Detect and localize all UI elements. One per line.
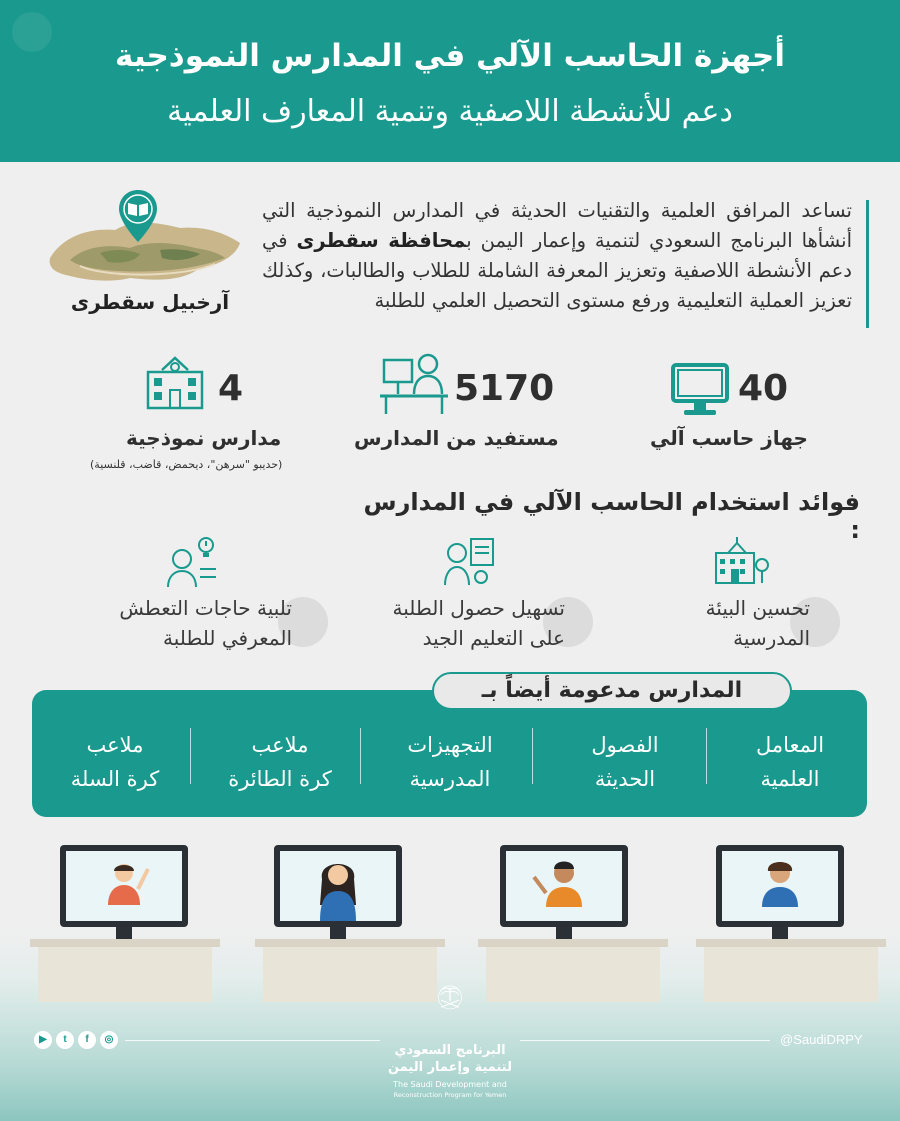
supported-item-basketball-line1: ملاعب [86,733,144,757]
intro-paragraph [262,196,852,316]
supported-item-labs-line1: المعامل [755,733,825,757]
book-icon [116,188,160,244]
stat-schools-sublabel: (حديبو "سرهن"، ديحمض، قاضب، قلنسية) [90,458,283,471]
benefit-1-line1: تحسين البيئة [705,596,810,620]
monitor-4 [696,845,886,1002]
benefit-1-line2: المدرسية [733,626,810,650]
benefit-knowledge-thirst [82,535,312,655]
saudi-emblem-icon [390,985,510,1045]
stat-computers-value: 40 [738,368,789,409]
supported-item-equipment [380,728,520,796]
supported-item-equipment-line1: التجهيزات [407,733,493,757]
page-title: أجهزة الحاسب الآلي في المدارس النموذجية [115,38,785,74]
supported-divider-1 [706,728,707,784]
org-name-ar-1: البرنامج السعودي [394,1043,506,1058]
benefit-3-line1: تلبية حاجات التعطش [119,596,292,620]
monitor-icon [670,362,730,418]
org-name-en-2: Reconstruction Program for Yemen [393,1091,507,1099]
benefit-2-line2: على التعليم الجيد [422,626,565,650]
school-environment-icon [710,535,770,587]
teacher-board-icon [437,535,497,587]
footer-line-left [125,1040,380,1041]
supported-item-volleyball [210,728,350,796]
benefit-3-line2: المعرفي للطلبة [163,626,292,650]
supported-title: المدارس مدعومة أيضاً بـ [432,672,792,710]
benefits-title: فوائد استخدام الحاسب الآلي في المدارس : [363,488,860,544]
stat-beneficiaries [350,350,570,460]
facebook-icon[interactable]: f [78,1031,96,1049]
stat-computers [640,350,840,460]
supported-item-equipment-line2: المدرسية [409,767,491,791]
supported-item-classrooms [555,728,695,796]
benefit-quality-education [355,535,585,655]
supported-item-volleyball-line2: كرة الطائرة [228,767,332,791]
supported-item-volleyball-line1: ملاعب [251,733,309,757]
stat-schools [90,350,320,475]
student-at-desk-icon [378,350,450,416]
supported-item-classrooms-line2: الحديثة [594,767,656,791]
benefit-2-line1: تسهيل حصول الطلبة [392,596,565,620]
supported-divider-3 [360,728,361,784]
idea-student-icon [160,535,220,587]
supported-item-basketball [45,728,185,796]
monitor-3 [478,845,668,1002]
org-name-en-1: The Saudi Development and [393,1080,507,1089]
footer-line-right [520,1040,770,1041]
intro-text-1: تساعد المرافق العلمية والتقنيات الحديثة في المدارس النموذجية التي أنشأها البرنامج السعودي لتنمية وإعمار اليمن ب [262,199,852,252]
org-name-ar-2: لتنمية وإعمار اليمن [387,1060,512,1075]
supported-item-labs [720,728,860,796]
supported-divider-2 [532,728,533,784]
monitor-2 [255,845,445,1002]
supported-item-classrooms-line1: الفصول [591,733,659,757]
header-banner [0,0,900,162]
twitter-icon[interactable]: t [56,1031,74,1049]
page-subtitle: دعم للأنشطة اللاصفية وتنمية المعارف العلمية [167,94,733,129]
supported-item-basketball-line2: كرة السلة [70,767,160,791]
stat-beneficiaries-value: 5170 [454,368,555,409]
youtube-icon[interactable]: ▶ [34,1031,52,1049]
map-label: آرخبيل سقطرى [70,290,230,314]
intro-accent-bar [866,200,869,328]
monitor-1 [30,845,220,1002]
intro-text-2: في دعم الأنشطة اللاصفية وتعزيز المعرفة الشاملة للطلاب والطالبات، وكذلك تعزيز العملية التعليمية ورفع مستوى التحصيل العلمي للطلبة [262,229,852,312]
supported-divider-4 [190,728,191,784]
stat-schools-label: مدارس نموذجية [126,426,282,450]
instagram-icon[interactable]: ◎ [100,1031,118,1049]
stat-beneficiaries-label: مستفيد من المدارس [354,426,559,450]
stat-computers-label: جهاز حاسب آلي [650,426,808,450]
supported-item-labs-line2: العلمية [760,767,820,791]
social-handle[interactable]: @SaudiDRPY [780,1032,863,1047]
school-building-icon [144,350,206,412]
intro-highlight: محافظة سقطرى [296,229,467,252]
benefit-school-environment [640,535,870,655]
stat-schools-value: 4 [218,368,244,409]
